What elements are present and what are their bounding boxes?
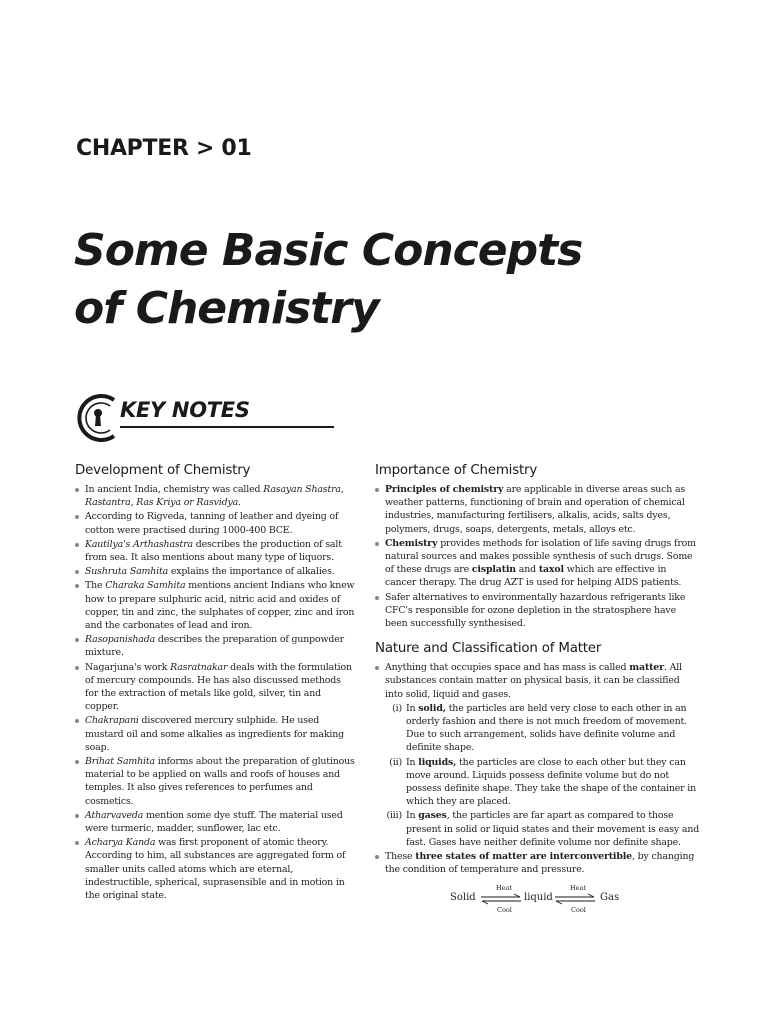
- list-item: Kautilya's Arthashastra describes the production of salt from sea. It also mentions about many type of liquors.: [64, 538, 356, 564]
- matter-list-2: [364, 850, 700, 876]
- list-item: Nagarjuna's work Rasratnakar deals with the formulation of mercury compounds. He has also discussed methods for the extraction of metals like gold, silver, tin and copper.: [64, 661, 356, 714]
- eq-gas: Gas: [600, 892, 620, 904]
- sublist-item-liquid: (ii) In liquids, the particles are close to each other but they can move around. Liquids possess definite volume but do not possess definite shape. They take the shape of the container in which they are placed.: [389, 756, 697, 808]
- chapter-title: [74, 222, 734, 338]
- importance-heading: Importance of Chemistry: [375, 463, 538, 478]
- list-item: Atharvaveda mention some dye stuff. The material used were turmeric, madder, sunflower, lac etc.: [64, 809, 356, 835]
- list-item: The Charaka Samhita mentions ancient Indians who knew how to prepare sulphuric acid, nitric acid and oxides of copper, tin and zinc, the sulphates of copper, zinc and iron and the carbonates of lead and iron.: [64, 579, 356, 632]
- key-notes-banner: [74, 392, 250, 444]
- eq-liquid: liquid: [524, 892, 553, 904]
- equilibrium-arrow-icon: [554, 893, 596, 905]
- chapter-label: CHAPTER > 01: [76, 136, 252, 161]
- list-item: In ancient India, chemistry was called Rasayan Shastra, Rastantra, Ras Kriya or Rasvidya.: [64, 483, 356, 509]
- eq-solid: Solid: [450, 892, 476, 904]
- eq-cool-1: Cool: [497, 906, 512, 915]
- list-item: Anything that occupies space and has mass is called matter. All substances contain matter on physical basis, it can be classified into solid, liquid and gases.: [364, 661, 700, 701]
- eq-cool-2: Cool: [571, 906, 586, 915]
- list-item: According to Rigveda, tanning of leather and dyeing of cotton were practised during 1000-400 BCE.: [64, 510, 356, 536]
- title-line-2: of Chemistry: [74, 283, 379, 334]
- importance-list: [364, 483, 700, 630]
- list-item: Sushruta Samhita explains the importance of alkalies.: [64, 565, 356, 578]
- list-item: Brihat Samhita informs about the preparation of glutinous material to be applied on walls and roofs of houses and temples. It also gives references to perfumes and cosmetics.: [64, 755, 356, 808]
- equilibrium-arrow-icon: [480, 893, 522, 905]
- matter-list: [364, 661, 700, 701]
- list-item: Chemistry provides methods for isolation of life saving drugs from natural sources and makes possible synthesis of such drugs. Some of these drugs are cisplatin and taxol which are effective in cancer therapy. The drug AZT is used for helping AIDS patients.: [364, 537, 700, 590]
- eq-heat-2: Heat: [570, 884, 587, 893]
- left-column: [64, 463, 356, 903]
- sublist-item-gas: (iii) In gases, the particles are far apart as compared to those present in solid or liquid states and their movement is easy and fast. Gases have neither definite volume nor definite shape.: [386, 810, 700, 848]
- matter-heading: Nature and Classification of Matter: [375, 641, 602, 657]
- state-change-equation: [446, 884, 700, 914]
- development-list: [64, 483, 356, 902]
- title-line-1: Some Basic Concepts: [74, 225, 583, 276]
- list-item: Acharya Kanda was first proponent of atomic theory. According to him, all substances are aggregated form of smaller units called atoms which are eternal, indestructible, spherical, suprasensible and in motion in the original state.: [64, 836, 356, 902]
- list-item: Rasopanishada describes the preparation of gunpowder mixture.: [64, 633, 356, 659]
- list-item: These three states of matter are interconvertible, by changing the condition of temperature and pressure.: [364, 850, 700, 876]
- right-column: [364, 463, 700, 914]
- list-item: Principles of chemistry are applicable in diverse areas such as weather patterns, functioning of brain and operation of chemical industries, manufacturing fertilisers, alkalis, acids, salts dyes, polymers, drugs, soaps, detergents, metals, alloys etc.: [364, 483, 700, 536]
- sublist-item-solid: (i) In solid, the particles are held very close to each other in an orderly fashion and there is not much freedom of movement. Due to such arrangement, solids have definite volume and definite shape.: [392, 702, 687, 754]
- list-item: Safer alternatives to environmentally hazardous refrigerants like CFC's responsible for ozone depletion in the stratosphere have been successfully synthesised.: [364, 591, 700, 631]
- key-notes-underline: [120, 426, 334, 428]
- states-sublist: [364, 702, 700, 849]
- list-item: Chakrapani discovered mercury sulphide. He used mustard oil and some alkalies as ingredients for making soap.: [64, 714, 356, 754]
- key-hole-icon: [74, 392, 124, 444]
- eq-heat-1: Heat: [496, 884, 513, 893]
- development-heading: Development of Chemistry: [75, 463, 251, 478]
- key-notes-heading: KEY NOTES: [120, 398, 250, 422]
